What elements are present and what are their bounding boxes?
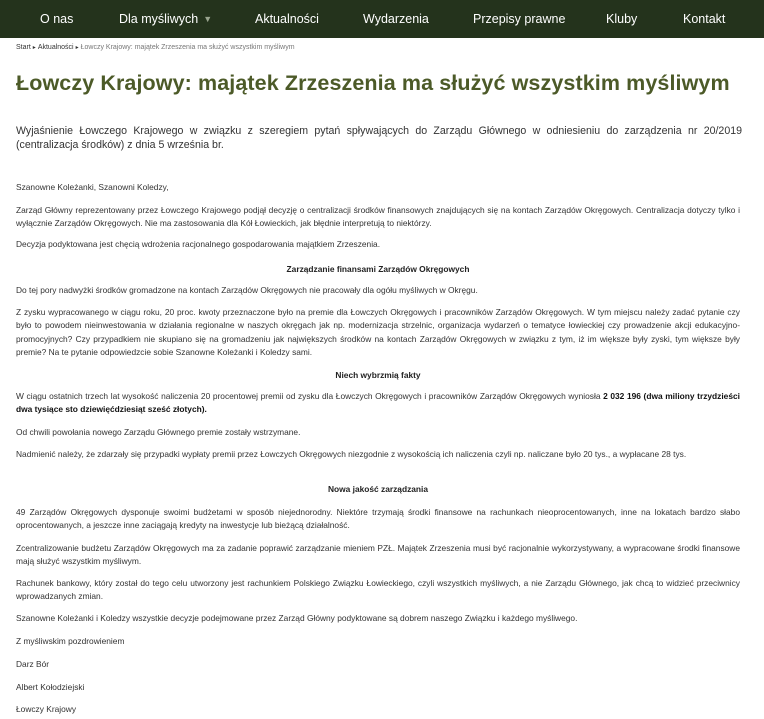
page-title: Łowczy Krajowy: majątek Zrzeszenia ma służyć wszystkim myśliwym [16,71,730,95]
article-paragraph: Do tej pory nadwyżki środków gromadzone na kontach Zarządów Okręgowych nie pracowały dla ogółu myśliwych w Okręgu. [16,285,478,295]
article-paragraph: Decyzja podyktowana jest chęcią wdrożenia racjonalnego gospodarowania majątkiem Zrzeszenia. [16,239,381,249]
breadcrumb-start[interactable]: Start [16,44,31,51]
article-paragraph: Od chwili powołania nowego Zarządu Głównego premie zostały wstrzymane. [16,427,301,437]
signature-title: Łowczy Krajowy [16,704,77,714]
article-paragraph: Rachunek bankowy, który został do tego celu utworzony jest rachunkiem Polskiego Związku Łowieckiego, czyli wszystkich myśliwych, a nie Zarządu Głównego, jak chcą to widzieć przeciwnicy wprowadzanych zmian. [16,578,740,602]
article-closing: Z myśliwskim pozdrowieniem [16,636,125,646]
article-paragraph: Zcentralizowanie budżetu Zarządów Okręgowych ma za zadanie poprawić zarządzanie mieniem PZŁ. Majątek Zrzeszenia musi być racjonalnie wykorzystywany, a wypracowane środki finansowe mają służyć wszystkim myśliwym. [16,543,740,567]
article-lead: Wyjaśnienie Łowczego Krajowego w związku z szeregiem pytań spływających do Zarządu Głównego w odniesieniu do zarządzenia nr 20/2019 (centralizacja środków) z dnia 5 września br. [16,125,742,151]
facts-amount: 2 032 196 (dwa miliony trzydzieści dwa tysiące sto dziewięćdziesiąt sześć złotych). [16,391,740,415]
article-paragraph: 49 Zarządów Okręgowych dysponuje swoimi budżetami w sposób niejednorodny. Niektóre trzymają środki finansowe na rachunkach nieoprocentowanych, inne na lokatach bardzo słabo oprocentowanych, a jeszcze inne zaciągają kredyty na inwestycje lub bieżącą działalność. [16,507,740,531]
breadcrumb-separator-icon: ▸ [32,45,36,51]
section-heading: Zarządzanie finansami Zarządów Okręgowych [286,264,470,274]
breadcrumb-aktualnosci[interactable]: Aktualności [37,44,74,51]
article-greeting: Szanowne Koleżanki, Szanowni Koledzy, [16,182,169,192]
nav-item-kluby[interactable] [606,0,637,38]
breadcrumb [16,44,295,51]
nav-item-o-nas[interactable] [40,0,73,38]
section-heading: Niech wybrzmią fakty [335,370,421,380]
article-paragraph-facts [16,390,740,417]
breadcrumb-current: Łowczy Krajowy: majątek Zrzeszenia ma służyć wszystkim myśliwym [80,44,295,51]
nav-item-label: Kontakt [683,12,726,26]
nav-item-label: Aktualności [255,12,319,26]
article-paragraph: Z zysku wypracowanego w ciągu roku, 20 proc. kwoty przeznaczone było na premie dla Łowczych Okręgowych i pracowników Zarządów Okręgowych. W tym miejscu należy zadać pytanie czy było to powodem nieinwestowania w działania regionalne w naszych okręgach jak np. modernizacja strzelnic, organizacja wydarzeń o tematyce łowieckiej czy prowadzenie akcji edukacyjno-promocyjnych? Czy przypadkiem nie skupiano się na gromadzeniu jak największych środków na kontach Zarządów Okręgowych w związku z tym, iż im większe były zyski, tym większe były premie? Na te pytanie odpowiedzcie sobie Szanowne Koleżanki i Koledzy sami. [16,307,740,357]
section-heading: Nowa jakość zarządzania [327,484,429,494]
nav-item-label: Kluby [606,12,638,26]
main-navigation [0,0,764,38]
nav-item-kontakt[interactable] [683,0,725,38]
nav-item-dla-mysliwych[interactable] [119,0,212,38]
nav-item-label: O nas [40,12,74,26]
nav-item-label: Dla myśliwych [119,12,199,26]
chevron-down-icon: ▼ [203,14,213,24]
nav-item-wydarzenia[interactable] [363,0,429,38]
signature-name: Albert Kołodziejski [16,682,85,692]
facts-text: W ciągu ostatnich trzech lat wysokość naliczenia 20 procentowej premii od zysku dla Łowczych Okręgowych i pracowników Zarządów Okręgowych wyniosła [16,391,604,401]
nav-item-przepisy-prawne[interactable] [473,0,565,38]
signature-line: Darz Bór [16,659,50,669]
nav-item-label: Przepisy prawne [473,12,566,26]
breadcrumb-separator-icon: ▸ [75,45,79,51]
nav-item-aktualnosci[interactable] [255,0,319,38]
nav-item-label: Wydarzenia [363,12,429,26]
article-paragraph: Nadmienić należy, że zdarzały się przypadki wypłaty premii przez Łowczych Okręgowych niezgodnie z wysokością ich naliczenia czyli np. naliczane było 20 tys., a wypłacane 28 tys. [16,449,687,459]
article-paragraph: Zarząd Główny reprezentowany przez Łowczego Krajowego podjął decyzję o centralizacji środków finansowych znajdujących się na kontach Zarządów Okręgowych. Centralizacja dotyczy tylko i wyłącznie Zarządów Okręgowych. Nie ma zastosowania dla Kół Łowieckich, jak błędnie interpretują to niektórzy. [16,205,740,229]
article-paragraph: Szanowne Koleżanki i Koledzy wszystkie decyzje podejmowane przez Zarząd Główny podyktowane są dobrem naszego Związku i każdego myśliwego. [16,613,578,623]
